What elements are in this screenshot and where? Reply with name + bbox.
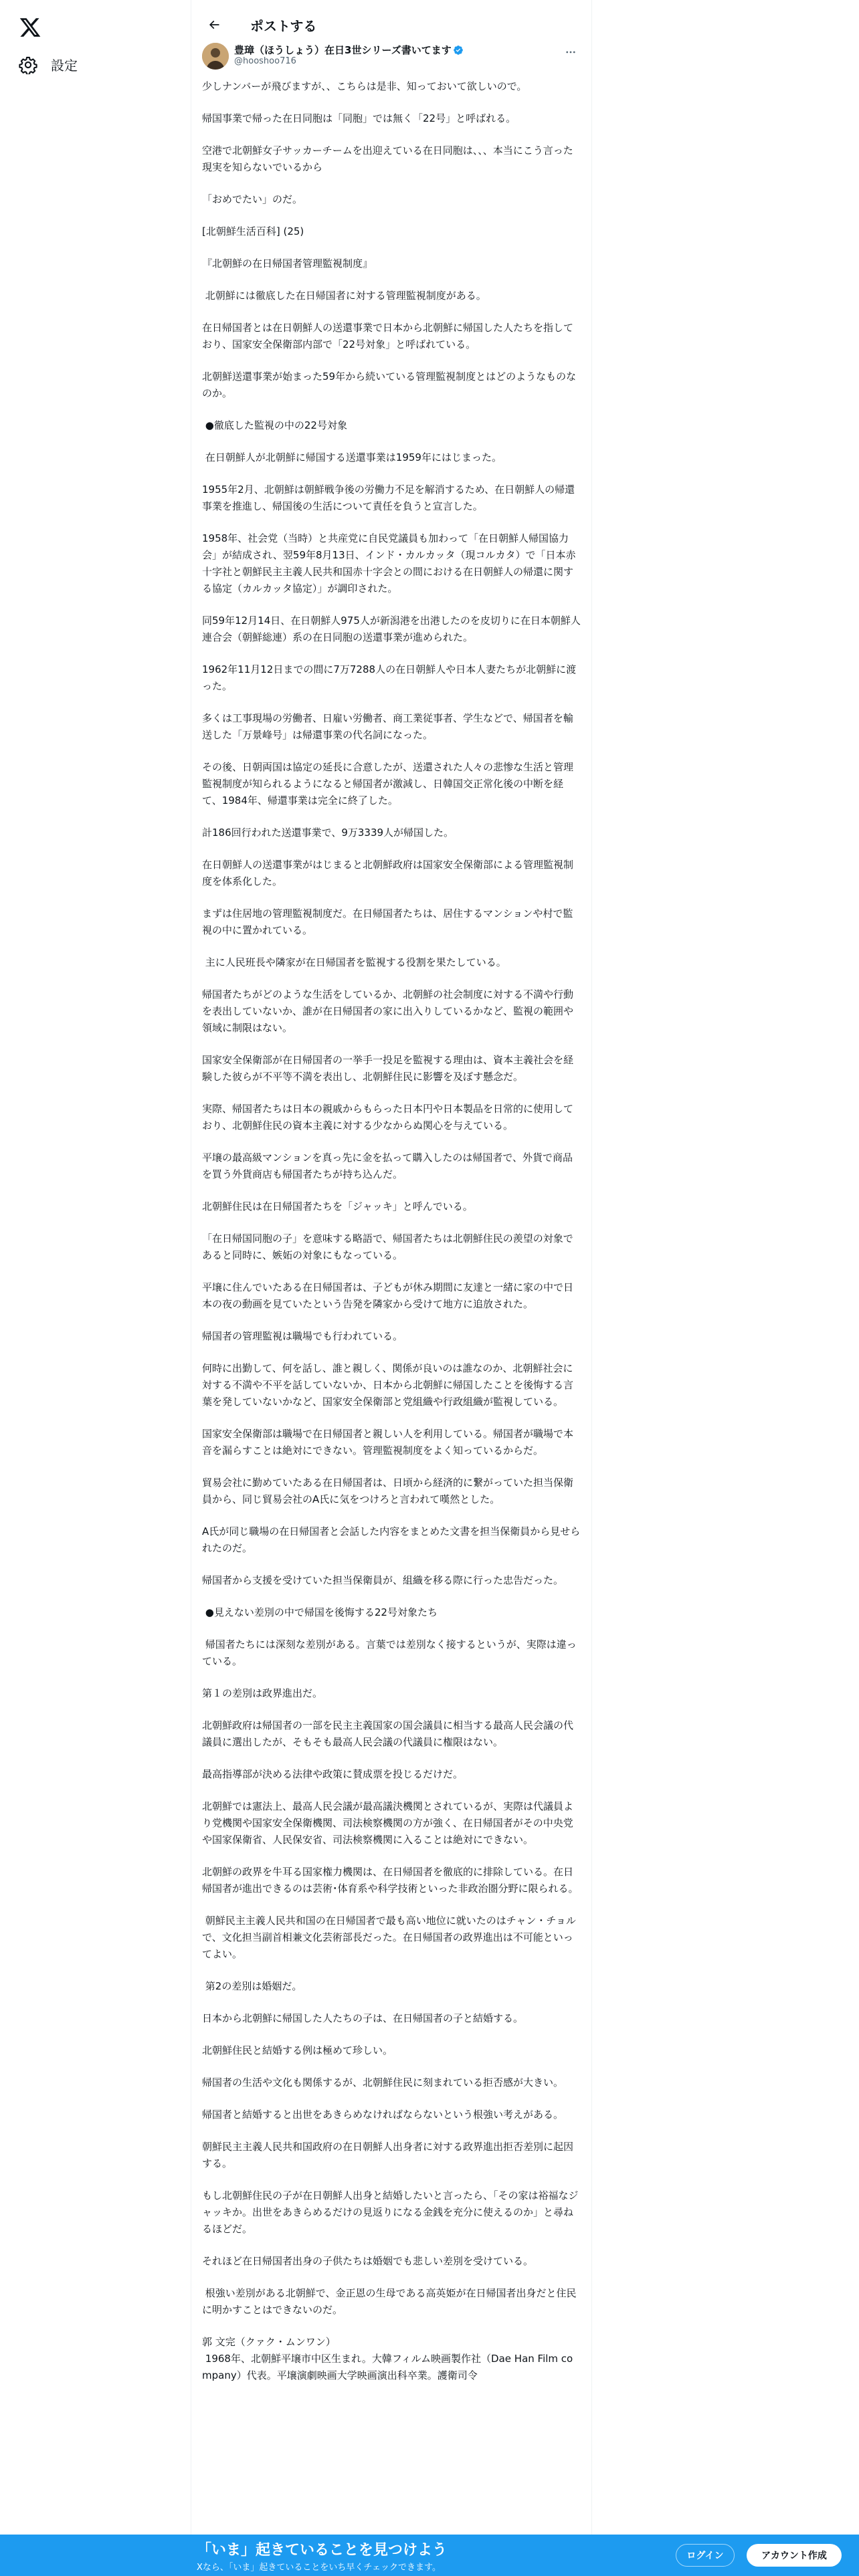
post-paragraph: 郭 文完（クァク・ムンワン） 1968年、北朝鮮平壌市中区生まれ。大韓フィルム映画製作社（Dae Han Film company）代表。平壌演劇映画大学映画演出科卒業。護衛司令 bbox=[202, 2336, 573, 2381]
avatar[interactable] bbox=[202, 43, 229, 70]
more-options-button[interactable] bbox=[561, 44, 581, 60]
post-paragraph: 平壌に住んでいたある在日帰国者は、子どもが休み期間に友達と一緒に家の中で日本の夜の動画を見ていたという告発を隣家から受けて地方に追放された。 bbox=[202, 1281, 574, 1310]
verified-badge-icon bbox=[453, 45, 464, 56]
banner-title: 「いま」起きていることを見つけよう bbox=[197, 2542, 448, 2559]
post-paragraph: 在日朝鮮人が北朝鮮に帰国する送還事業は1959年にはじまった。 bbox=[202, 451, 502, 463]
post-paragraph: 同59年12月14日、在日朝鮮人975人が新潟港を出港したのを皮切りに在日本朝鮮人連合会（朝鮮総連）系の在日同胞の送還事業が進められた。 bbox=[202, 615, 581, 643]
post-paragraph: 北朝鮮には徹底した在日帰国者に対する管理監視制度がある。 bbox=[202, 290, 486, 302]
post-paragraph: 主に人民班長や隣家が在日帰国者を監視する役割を果たしている。 bbox=[202, 956, 506, 968]
post-paragraph: [北朝鮮生活百科] (25) bbox=[202, 225, 304, 237]
post-paragraph: その後、日朝両国は協定の延長に合意したが、送還された人々の悲惨な生活と管理監視制度が知られるようになると帰国者が激減し、日韓国交正常化後の中断を経て、1984年、帰還事業は完全に終了した。 bbox=[202, 761, 574, 807]
post-paragraph: 在日朝鮮人の送還事業がはじまると北朝鮮政府は国家安全保衛部による管理監視制度を体系化した。 bbox=[202, 859, 574, 887]
post-paragraph: 何時に出勤して、何を話し、誰と親しく、関係が良いのは誰なのか、北朝鮮社会に対する不満や不平を話していないか、日本から北朝鮮に帰国したことを後悔する言葉を発していないかなど、国家安全保衛部と党組織や行政組織が監視している。 bbox=[202, 1362, 574, 1408]
post-paragraph: 1962年11月12日までの間に7万7288人の在日朝鮮人や日本人妻たちが北朝鮮に渡った。 bbox=[202, 663, 577, 692]
post-paragraph: 北朝鮮送還事業が始まった59年から続いている管理監視制度とはどのようなものなのか。 bbox=[202, 370, 577, 399]
banner-subtitle: Xなら、「いま」起きていることをいち早くチェックできます。 bbox=[197, 2563, 441, 2573]
post-paragraph: 帰国者から支援を受けていた担当保衛員が、組織を移る際に行った忠告だった。 bbox=[202, 1574, 564, 1586]
post-paragraph: 帰国者の生活や文化も関係するが、北朝鮮住民に刻まれている拒否感が大きい。 bbox=[202, 2076, 564, 2088]
post-paragraph: 帰国者たちには深刻な差別がある。言葉では差別なく接するというが、実際は違っている。 bbox=[202, 1638, 577, 1667]
post-paragraph: 帰国者と結婚すると出世をあきらめなければならないという根強い考えがある。 bbox=[202, 2109, 564, 2121]
settings-label: 設定 bbox=[51, 58, 78, 74]
post-paragraph: 帰国事業で帰った在日同胞は「同胞」では無く「22号」と呼ばれる。 bbox=[202, 112, 516, 124]
author-row bbox=[202, 41, 581, 72]
post-paragraph: 朝鮮民主主義人民共和国の在日帰国者で最も高い地位に就いたのはチャン・チョルで、文化担当副首相兼文化芸術部長だった。在日帰国者の政界進出は不可能といってよい。 bbox=[202, 1915, 576, 1960]
post-paragraph: 「おめでたい」のだ。 bbox=[202, 193, 303, 205]
login-button[interactable]: ログイン bbox=[676, 2544, 735, 2567]
post-paragraph: 第2の差別は婚姻だ。 bbox=[202, 1980, 302, 1992]
author-name-text: 豊璋（ほうしょう）在日3世シリーズ書いてます bbox=[234, 44, 452, 56]
post-paragraph: 実際、帰国者たちは日本の親戚からもらった日本円や日本製品を日常的に使用しており、北朝鮮住民の資本主義に対する少なからぬ関心を与えている。 bbox=[202, 1103, 574, 1132]
post-paragraph: 帰国者たちがどのような生活をしているか、北朝鮮の社会制度に対する不満や行動を表出していないか、誰が在日帰国者の家に出入りしているかなど、監視の範囲や領域に制限はない。 bbox=[202, 988, 574, 1034]
post-paragraph: 貿易会社に勤めていたある在日帰国者は、日頃から経済的に繋がっていた担当保衛員から、同じ貿易会社のA氏に気をつけろと言われて嘆然とした。 bbox=[202, 1477, 574, 1505]
post-paragraph: 多くは工事現場の労働者、日雇い労働者、商工業従事者、学生などで、帰国者を輸送した「万景峰号」は帰還事業の代名詞になった。 bbox=[202, 712, 573, 741]
gear-icon bbox=[19, 56, 37, 74]
post-paragraph: ●徹底した監視の中の22号対象 bbox=[202, 419, 347, 431]
post-paragraph: 国家安全保衛部が在日帰国者の一挙手一投足を監視する理由は、資本主義社会を経験した彼らが不平等不満を表出し、北朝鮮住民に影響を及ぼす懸念だ。 bbox=[202, 1054, 574, 1083]
back-button[interactable] bbox=[201, 11, 227, 38]
post-paragraph: 在日帰国者とは在日朝鮮人の送還事業で日本から北朝鮮に帰国した人たちを指しており、国家安全保衛部内部で「22号対象」と呼ばれている。 bbox=[202, 322, 574, 350]
post-text bbox=[202, 78, 582, 2384]
settings-link[interactable] bbox=[19, 55, 78, 74]
post-paragraph: 国家安全保衛部は職場で在日帰国者と親しい人を利用している。帰国者が職場で本音を漏らすことは絶対にできない。管理監視制度をよく知っているからだ。 bbox=[202, 1428, 574, 1457]
arrow-left-icon bbox=[207, 18, 221, 31]
post-paragraph: 日本から北朝鮮に帰国した人たちの子は、在日帰国者の子と結婚する。 bbox=[202, 2012, 524, 2024]
post-paragraph: まずは住居地の管理監視制度だ。在日帰国者たちは、居住するマンションや村で監視の中に置かれている。 bbox=[202, 907, 573, 936]
post-paragraph: 計186回行われた送還事業で、9万3339人が帰国した。 bbox=[202, 827, 454, 839]
post-paragraph: 帰国者の管理監視は職場でも行われている。 bbox=[202, 1330, 403, 1342]
author-handle[interactable]: @hooshoo716 bbox=[234, 56, 296, 66]
post-paragraph: 根強い差別がある北朝鮮で、金正恩の生母である高英姫が在日帰国者出身だと住民に明かすことはできないのだ。 bbox=[202, 2287, 577, 2316]
post-paragraph: 北朝鮮住民と結婚する例は極めて珍しい。 bbox=[202, 2044, 393, 2056]
post-paragraph: 平壌の最高級マンションを真っ先に金を払って購入したのは帰国者で、外貨で商品を買う外貨商店も帰国者たちが持ち込んだ。 bbox=[202, 1152, 573, 1180]
post-paragraph: 第１の差別は政界進出だ。 bbox=[202, 1687, 323, 1699]
post-paragraph: ●見えない差別の中で帰国を後悔する22号対象たち bbox=[202, 1606, 438, 1618]
post-paragraph: 少しナンバーが飛びますが、、こちらは是非、知っておいて欲しいので。 bbox=[202, 80, 527, 92]
post-paragraph: 北朝鮮の政界を牛耳る国家権力機関は、在日帰国者を徹底的に排除している。在日帰国者が進出できるのは芸術･体育系や科学技術といった非政治圏分野に限られる。 bbox=[202, 1866, 579, 1895]
signup-banner bbox=[0, 2535, 859, 2576]
post-paragraph: 北朝鮮住民は在日帰国者たちを「ジャッキ」と呼んでいる。 bbox=[202, 1200, 473, 1212]
post-paragraph: A氏が同じ職場の在日帰国者と会話した内容をまとめた文書を担当保衛員から見せられたのだ。 bbox=[202, 1525, 581, 1554]
x-logo-icon[interactable] bbox=[19, 16, 41, 39]
main-column bbox=[191, 0, 592, 2576]
post-paragraph: 北朝鮮では憲法上、最高人民会議が最高議決機関とされているが、実際は代議員より党機関や国家安全保衛機関、司法検察機関の方が強く、在日帰国者がその中央党や国家保衛省、人民保安省、司法検察機関に入ることは絶対にできない。 bbox=[202, 1800, 574, 1846]
post-paragraph: もし北朝鮮住民の子が在日朝鮮人出身と結婚したいと言ったら、「その家は裕福なジャッキか。出世をあきらめるだけの見返りになる金銭を充分に使えるのか」と尋ねるほどだ。 bbox=[202, 2189, 579, 2235]
post-paragraph: それほど在日帰国者出身の子供たちは婚姻でも悲しい差別を受けている。 bbox=[202, 2255, 534, 2267]
page-title: ポストする bbox=[250, 17, 317, 34]
post-paragraph: 1955年2月、北朝鮮は朝鮮戦争後の労働力不足を解消するため、在日朝鮮人の帰還事業を推進し、帰国後の生活について責任を負うと宣言した。 bbox=[202, 484, 575, 512]
signup-button[interactable]: アカウント作成 bbox=[747, 2544, 842, 2567]
post-paragraph: 『北朝鮮の在日帰国者管理監視制度』 bbox=[202, 257, 373, 270]
post-paragraph: 空港で北朝鮮女子サッカーチームを出迎えている在日同胞は、、、本当にこう言った現実を知らないでいるから bbox=[202, 144, 573, 173]
post-paragraph: 1958年、社会党（当時）と共産党に自民党議員も加わって「在日朝鮮人帰国協力会」が結成され、翌59年8月13日、インド・カルカッタ（現コルカタ）で「日本赤十字社と朝鮮民主主義人民共和国赤十字会との間における在日朝鮮人の帰還に関する協定（カルカッタ協定）」が調印された。 bbox=[202, 532, 576, 595]
post-paragraph: 「在日帰国同胞の子」を意味する略語で、帰国者たちは北朝鮮住民の羨望の対象であると同時に、嫉妬の対象にもなっている。 bbox=[202, 1232, 573, 1261]
author-name[interactable] bbox=[234, 43, 464, 57]
post-paragraph: 最高指導部が決める法律や政策に賛成票を投じるだけだ。 bbox=[202, 1768, 464, 1780]
post-paragraph: 朝鮮民主主義人民共和国政府の在日朝鮮人出身者に対する政界進出拒否差別に起因する。 bbox=[202, 2141, 574, 2169]
left-nav bbox=[0, 0, 191, 2576]
more-dots-icon bbox=[565, 46, 577, 58]
post-paragraph: 北朝鮮政府は帰国者の一部を民主主義国家の国会議員に相当する最高人民会議の代議員に選出したが、そもそも最高人民会議の代議員に権限はない。 bbox=[202, 1719, 574, 1748]
